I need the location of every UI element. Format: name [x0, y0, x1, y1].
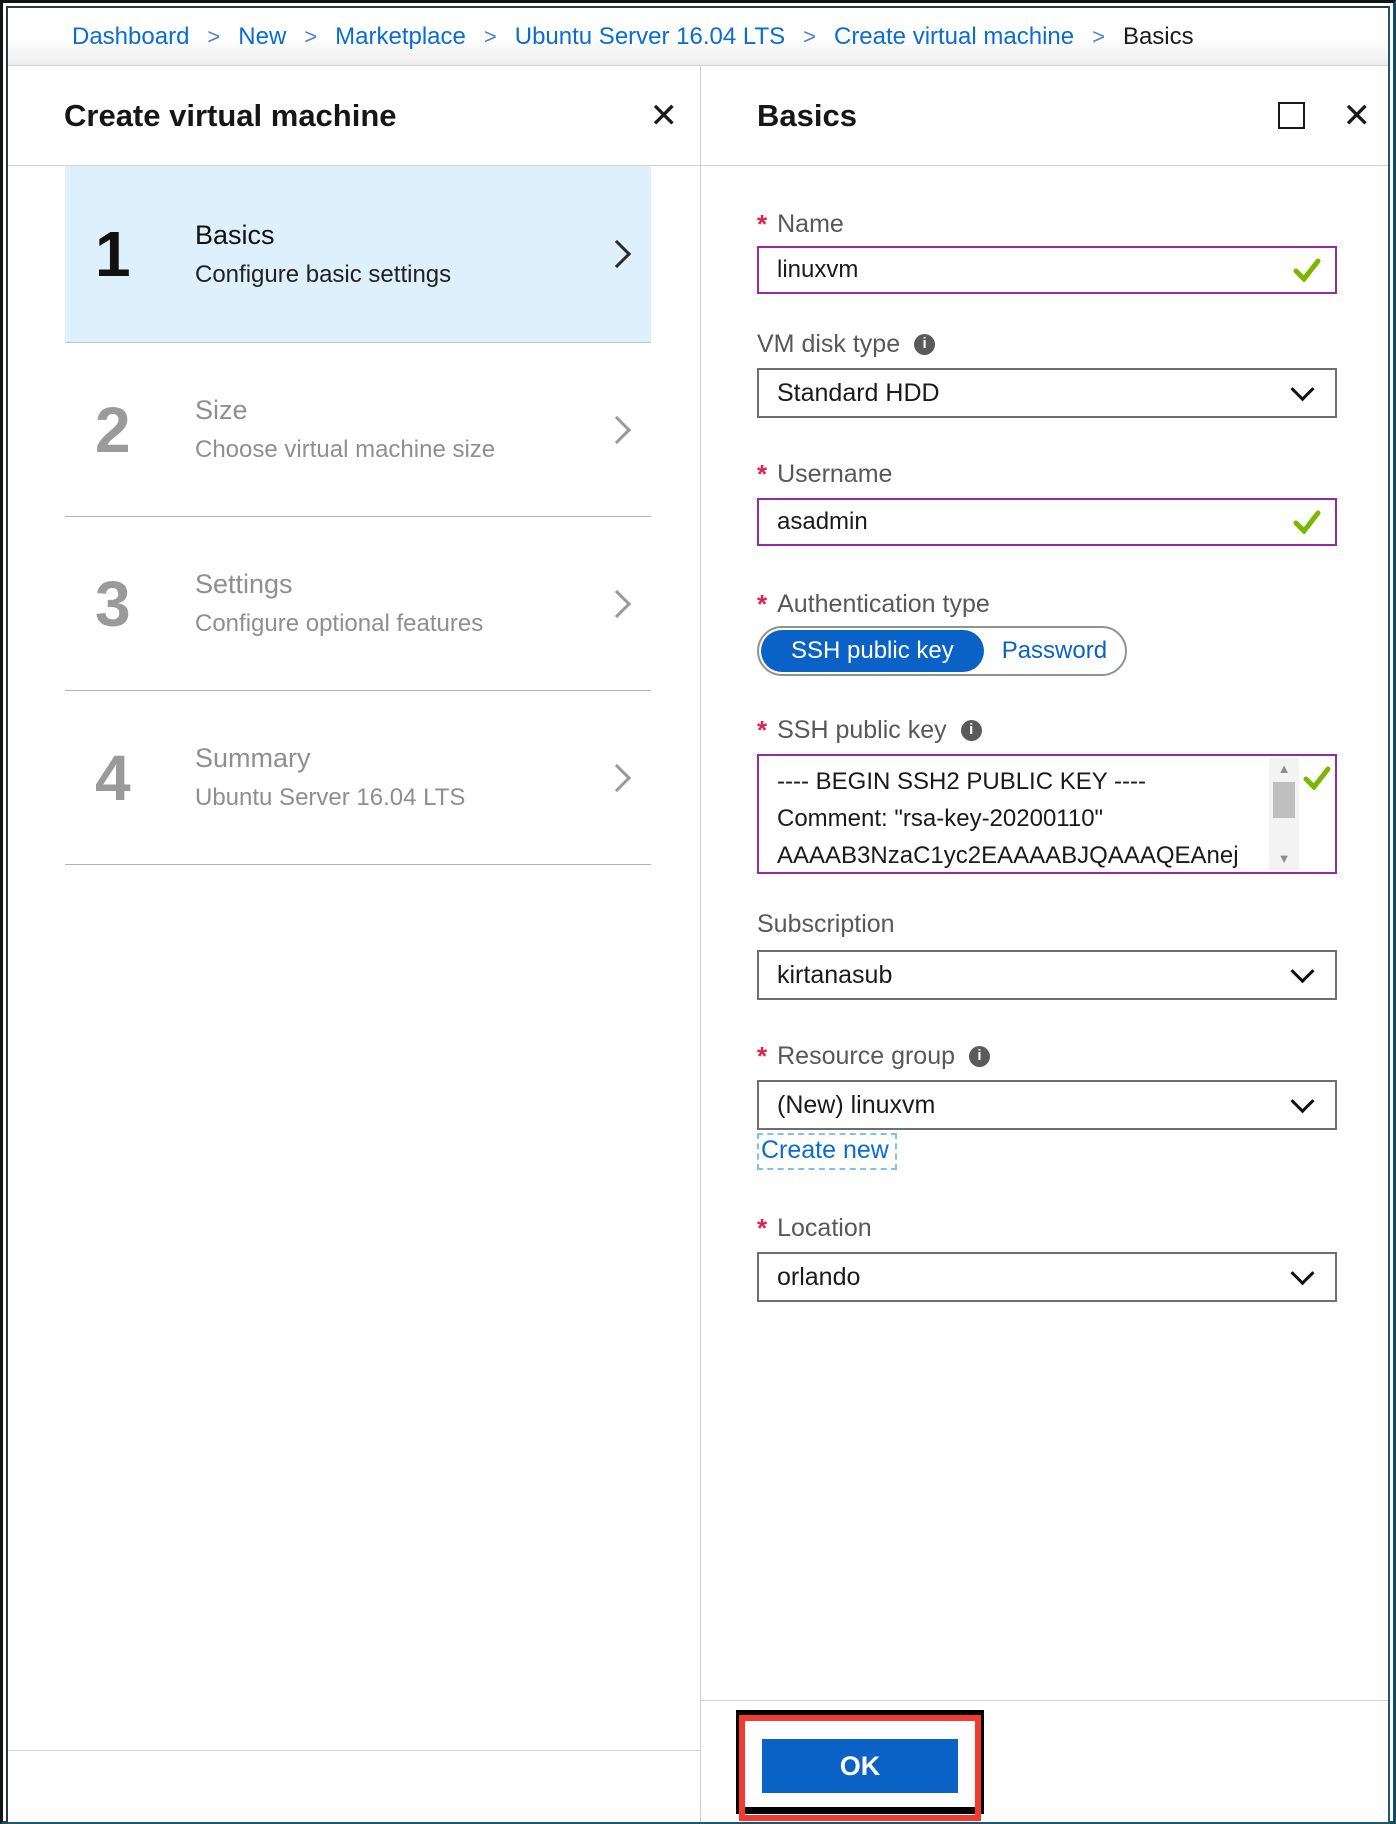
breadcrumb-basics: Basics [1122, 22, 1194, 50]
step-subtitle: Configure basic settings [195, 260, 452, 288]
close-icon[interactable]: ✕ [649, 96, 678, 135]
step-number: 4 [95, 741, 131, 814]
required-asterisk: * [757, 1041, 768, 1071]
scrollbar[interactable] [1269, 758, 1299, 870]
subscription-label: Subscription [757, 910, 895, 938]
required-asterisk: * [757, 459, 768, 489]
ssh-key-line: Comment: "rsa-key-20200110" [777, 805, 1104, 832]
name-input[interactable] [757, 246, 1337, 294]
info-icon[interactable]: i [969, 1046, 990, 1067]
create-new-link[interactable]: Create new [757, 1133, 897, 1170]
wizard-steps [8, 166, 700, 865]
breadcrumb-marketplace[interactable]: Marketplace [335, 22, 466, 50]
step-title: Size [195, 395, 248, 425]
chevron-right-icon [603, 763, 631, 791]
scroll-up-icon[interactable]: ▲ [1277, 761, 1291, 776]
breadcrumb-separator-icon: > [483, 23, 497, 49]
ok-annotation-highlight [739, 1715, 981, 1821]
step-basics[interactable] [65, 166, 651, 343]
location-label: Location [777, 1214, 872, 1242]
breadcrumb-separator-icon: > [803, 23, 816, 49]
chevron-right-icon [603, 415, 631, 443]
breadcrumb-separator-icon: > [207, 23, 221, 49]
chevron-down-icon [1290, 959, 1314, 983]
create-vm-blade [8, 66, 701, 1822]
maximize-icon[interactable] [1278, 102, 1305, 129]
scrollbar-thumb[interactable] [1273, 782, 1295, 818]
chevron-down-icon [1290, 377, 1314, 401]
step-title: Settings [195, 569, 293, 599]
step-subtitle: Configure optional features [195, 610, 484, 637]
chevron-right-icon [603, 240, 631, 268]
ok-button[interactable]: OK [762, 1739, 958, 1793]
step-number: 1 [95, 218, 131, 290]
breadcrumb-separator-icon: > [1092, 23, 1105, 49]
valid-check-icon [1293, 258, 1321, 282]
breadcrumb-new[interactable]: New [238, 22, 287, 50]
resource-group-label: Resource group [777, 1042, 956, 1070]
basics-footer [701, 1700, 1388, 1822]
required-asterisk: * [757, 715, 768, 745]
basics-blade [701, 66, 1388, 1822]
subscription-select[interactable] [757, 950, 1337, 1000]
info-icon[interactable]: i [961, 720, 982, 741]
required-asterisk: * [757, 589, 768, 619]
auth-option-password[interactable]: Password [1001, 637, 1108, 664]
username-label: Username [777, 460, 893, 488]
vm-disk-type-select[interactable] [757, 368, 1337, 418]
location-select[interactable] [757, 1252, 1337, 1302]
vm-disk-type-value: Standard HDD [777, 378, 940, 407]
name-label: Name [777, 210, 844, 238]
valid-check-icon [1303, 766, 1331, 790]
subscription-value: kirtanasub [777, 960, 893, 989]
scroll-down-icon[interactable]: ▼ [1277, 851, 1291, 866]
ssh-key-line: ---- BEGIN SSH2 PUBLIC KEY ---- [777, 768, 1146, 795]
resource-group-value: (New) linuxvm [777, 1090, 936, 1119]
chevron-down-icon [1290, 1089, 1314, 1113]
step-title: Summary [195, 743, 311, 773]
breadcrumb-create-vm[interactable]: Create virtual machine [833, 22, 1075, 50]
basics-blade-title: Basics [757, 97, 857, 133]
step-settings[interactable] [65, 517, 651, 691]
ok-annotation-box [736, 1710, 984, 1814]
step-subtitle: Choose virtual machine size [195, 436, 496, 463]
required-asterisk: * [757, 209, 768, 239]
step-subtitle: Ubuntu Server 16.04 LTS [195, 784, 466, 811]
resource-group-select[interactable] [757, 1080, 1337, 1130]
close-icon[interactable]: ✕ [1342, 96, 1371, 135]
create-vm-blade-title: Create virtual machine [64, 97, 397, 133]
location-value: orlando [777, 1262, 861, 1291]
ssh-key-textarea[interactable] [757, 754, 1337, 874]
ssh-key-line: AAAAB3NzaC1yc2EAAAABJQAAAQEAnej [777, 842, 1239, 869]
left-blade-footer [8, 1750, 700, 1822]
vm-disk-type-label: VM disk type [757, 330, 901, 358]
step-size[interactable] [65, 343, 651, 517]
basics-form [701, 166, 1388, 1700]
step-summary[interactable] [65, 691, 651, 865]
step-number: 2 [95, 393, 131, 466]
ssh-key-label: SSH public key [777, 716, 947, 744]
breadcrumb-separator-icon: > [304, 23, 318, 49]
step-number: 3 [95, 567, 131, 640]
breadcrumb-ubuntu-server[interactable]: Ubuntu Server 16.04 LTS [514, 22, 786, 50]
auth-type-label: Authentication type [777, 590, 990, 618]
breadcrumb-dashboard[interactable]: Dashboard [72, 22, 190, 50]
auth-type-toggle [757, 626, 1127, 676]
auth-option-ssh-public-key[interactable]: SSH public key [761, 630, 984, 672]
username-input[interactable] [757, 498, 1337, 546]
chevron-down-icon [1290, 1261, 1314, 1285]
required-asterisk: * [757, 1213, 768, 1243]
breadcrumb [8, 8, 1388, 66]
info-icon[interactable]: i [914, 334, 935, 355]
valid-check-icon [1293, 510, 1321, 534]
step-title: Basics [195, 219, 275, 250]
chevron-right-icon [603, 589, 631, 617]
